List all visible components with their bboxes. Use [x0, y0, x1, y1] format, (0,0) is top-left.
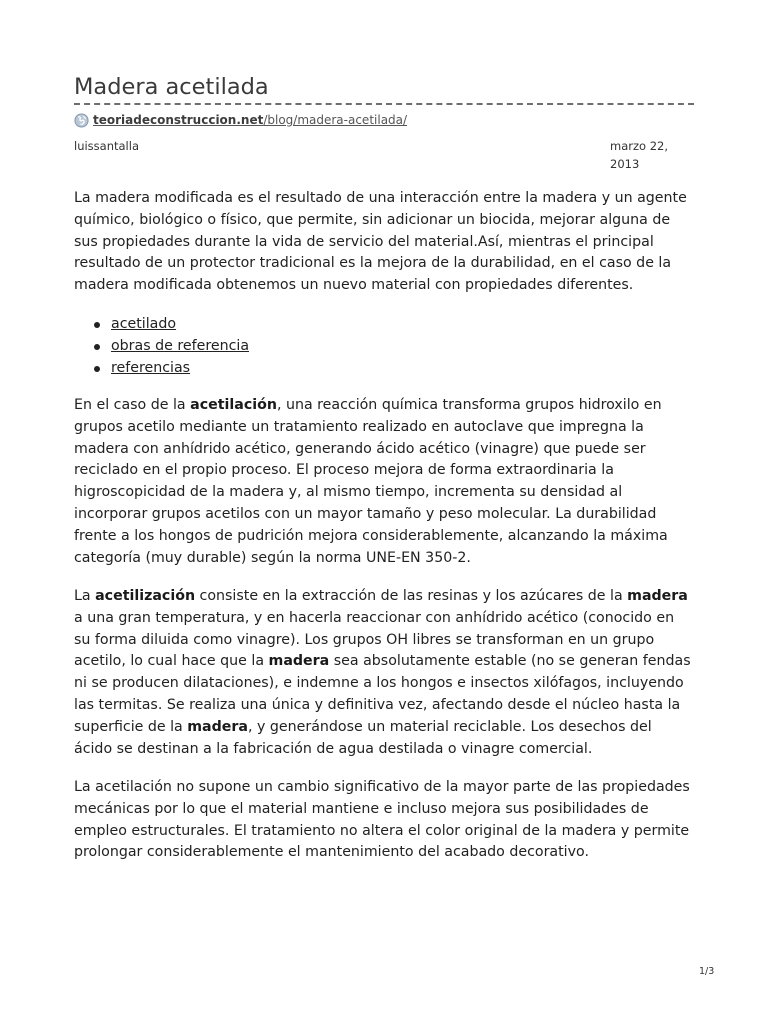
text-run: , una reacción química transforma grupos hidroxilo en grupos acetilo mediante un tratamiento realizado en autoclave que impregna la madera con anhídrido acético, generando ácido acético (vinagre) que puede ser reciclado en el propio proceso. El proceso mejora de forma extraordinaria la higroscopicidad de la madera y, al mismo tiempo, incrementa su densidad al incorporar grupos acetilos con un mayor tamaño y peso molecular. La durabilidad frente a los hongos de pudrición mejora considerablemente, alcanzando la máxima categoría (muy durable) según la norma UNE-EN 350-2.: [74, 397, 668, 566]
globe-icon: [74, 113, 89, 128]
toc-item: [74, 358, 694, 380]
paragraph-intro: La madera modificada es el resultado de una interacción entre la madera y un agente químico, biológico o físico, que permite, sin adicionar un biocida, mejorar alguna de sus propiedades durante la vida de servicio del material.Así, mientras el principal resultado de un protector tradicional es la mejora de la durabilidad, en el caso de la madera modificada obtenemos un nuevo material con propiedades diferentes.: [74, 190, 687, 294]
toc-item: [74, 314, 694, 336]
bold-term: madera: [627, 588, 688, 604]
bold-term: madera: [187, 718, 248, 735]
bullet-icon: [94, 344, 100, 350]
bold-term: madera: [268, 653, 330, 670]
text-run: a una gran temperatura, y en hacerla reaccionar con anhídrido acético (conocido en su forma diluida como vinagre). Los grupos OH libres se transforman en un grupo acetilo, lo cual hace que la: [74, 609, 675, 670]
source-line: [74, 111, 407, 129]
paragraph-propiedades: La acetilación no supone un cambio significativo de la mayor parte de las propiedades mecánicas por lo que el material mantiene e incluso mejora sus posibilidades de empleo estructurales. El tratamiento no altera el color original de la madera y permite prolongar considerablemente el mantenimiento del acabado decorativo.: [74, 779, 690, 861]
publish-date-month-day: marzo 22,: [610, 139, 668, 153]
bullet-icon: [94, 322, 100, 328]
text-run: La: [74, 588, 96, 604]
source-link[interactable]: [93, 113, 407, 127]
paragraph-acetilacion: [74, 395, 694, 569]
page-number: 1/3: [699, 966, 715, 977]
bullet-icon: [94, 366, 100, 372]
text-run: , y generándose un material reciclable. Los desechos del ácido se destinan a la fabricación de agua destilada o vinagre comercial.: [74, 718, 652, 757]
bold-term: acetilación: [190, 397, 277, 413]
table-of-contents: [74, 314, 694, 379]
bold-term: acetilización: [95, 588, 196, 604]
toc-link-obras-de-referencia[interactable]: obras de referencia: [111, 337, 250, 354]
author-name: luissantalla: [74, 139, 139, 153]
text-run: consiste en la extracción de las resinas y los azúcares de la: [195, 588, 628, 604]
text-run: sea absolutamente estable (no se generan fendas ni se producen dilataciones), e indemne a los hongos e insectos xilófagos, incluyendo las termitas. Se realiza una única y definitiva vez, afectando desde el núcleo hasta la superficie de la: [74, 653, 691, 735]
toc-item: [74, 336, 694, 358]
toc-link-referencias[interactable]: referencias: [111, 359, 191, 376]
source-domain: teoriadeconstruccion.net: [93, 113, 264, 127]
text-run: En el caso de la: [74, 397, 191, 413]
title-divider: [74, 103, 694, 105]
toc-link-acetilado[interactable]: acetilado: [111, 316, 177, 332]
publish-date: [610, 137, 690, 173]
page-title: Madera acetilada: [74, 74, 269, 100]
source-path: /blog/madera-acetilada/: [263, 113, 408, 127]
paragraph-acetilizacion: [74, 586, 694, 760]
publish-date-year: 2013: [610, 157, 640, 171]
